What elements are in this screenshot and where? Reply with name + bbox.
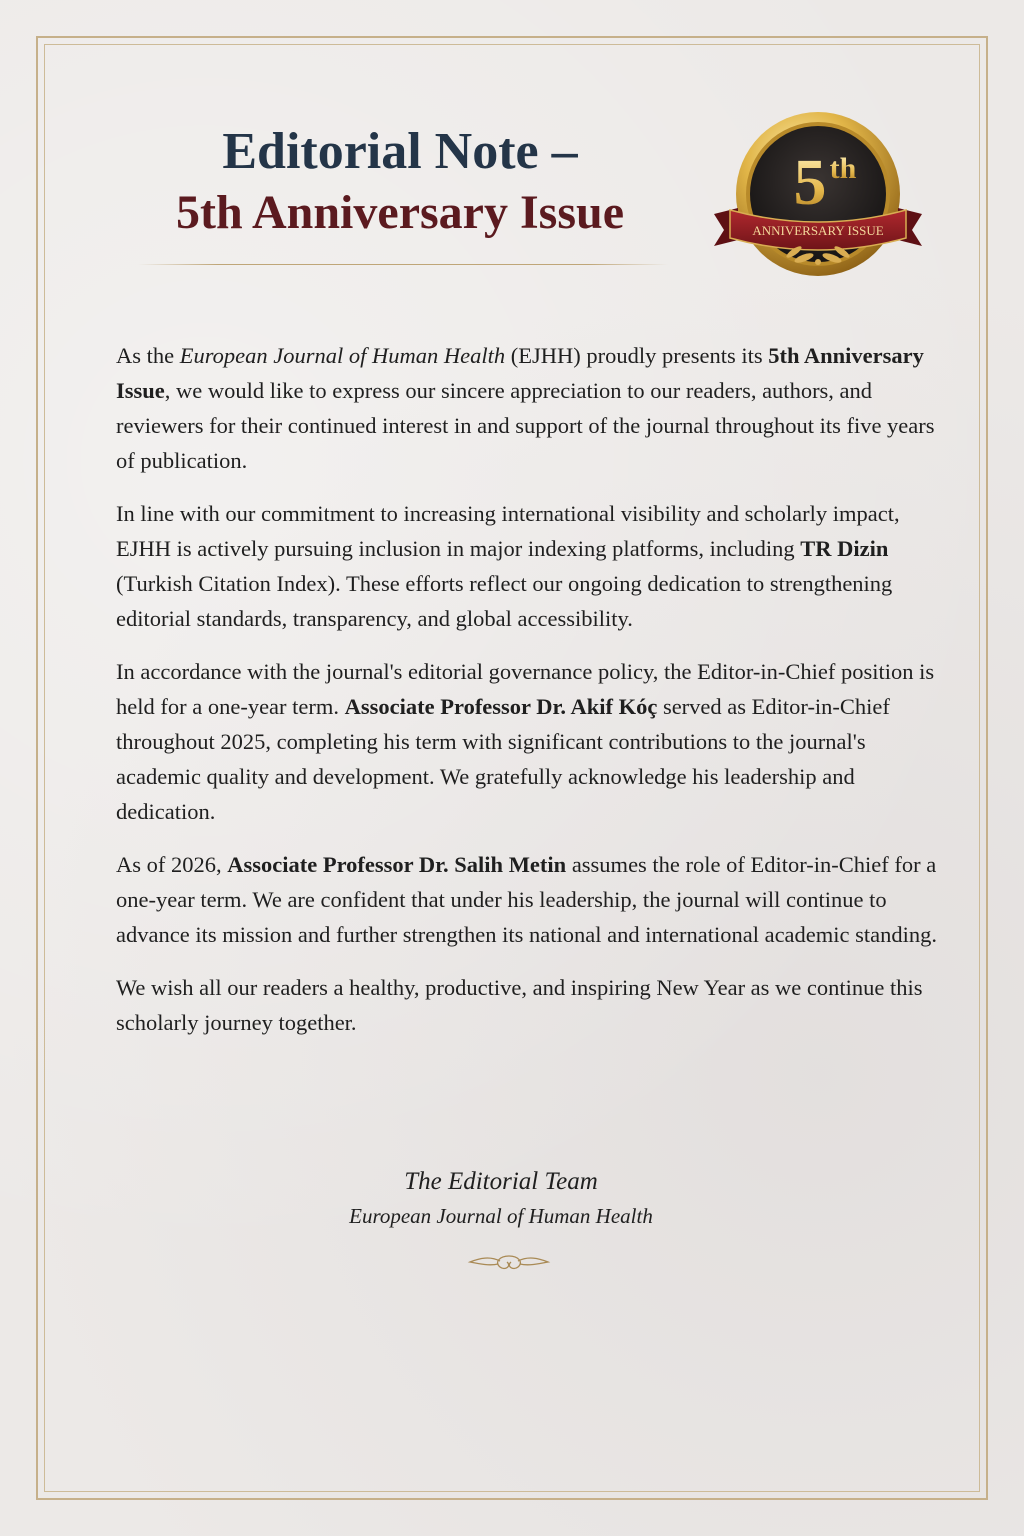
title-line-2: 5th Anniversary Issue [175,186,625,239]
badge-suffix: th [829,152,857,185]
text-segment: , we would like to express our sincere appreciation to our readers, authors, and reviewers for their continued interest in and support of the journal throughout its five years of publication. [116,378,935,473]
title-line-1: Editorial Note – [222,123,578,180]
text-segment: As the [116,343,180,368]
journal-name: European Journal of Human Health [179,343,506,368]
badge-number: 5 [793,146,827,219]
paragraph-3 [116,654,956,829]
page-title [130,122,670,244]
text-segment: served as Editor-in-Chief throughout 2025, completing his term with significant contributions to the journal's academic quality and development. We gratefully acknowledge his leadership and dedication. [116,694,890,824]
paragraph-4 [116,847,956,952]
signature-block [196,1164,806,1232]
issue-name: 5th Anniversary Issue [116,343,924,403]
signature-team: The Editorial Team [404,1168,598,1195]
text-segment: As of 2026, [116,852,228,877]
editorial-body [116,338,956,1058]
gold-seal-laurel-icon [708,112,928,282]
signature-journal: European Journal of Human Health [349,1204,653,1228]
text-segment: assumes the role of Editor-in-Chief for a one-year term. We are confident that under his leadership, the journal will continue to advance its mission and further strengthen its national and international academic standing. [116,852,938,947]
former-editor-name: Associate Professor Dr. Akif Kóç [344,694,658,719]
text-segment: In line with our commitment to increasing international visibility and scholarly impact, EJHH is actively pursuing inclusion in major indexing platforms, including [116,501,900,561]
index-name: TR Dizin [800,536,889,561]
badge-ribbon-text: ANNIVERSARY ISSUE [752,223,884,238]
flourish-divider-icon [304,1244,714,1278]
title-divider [138,264,668,265]
paragraph-5 [116,970,956,1040]
paragraph-2 [116,496,956,636]
paragraph-1 [116,338,956,478]
text-segment: (Turkish Citation Index). These efforts reflect our ongoing dedication to strengthening editorial standards, transparency, and global accessibility. [116,571,893,631]
new-editor-name: Associate Professor Dr. Salih Metin [227,852,567,877]
text-segment: In accordance with the journal's editorial governance policy, the Editor-in-Chief position is held for a one-year term. [116,659,935,719]
text-segment: We wish all our readers a healthy, productive, and inspiring New Year as we continue this scholarly journey together. [116,975,923,1035]
text-segment: (EJHH) proudly presents its [505,343,769,368]
